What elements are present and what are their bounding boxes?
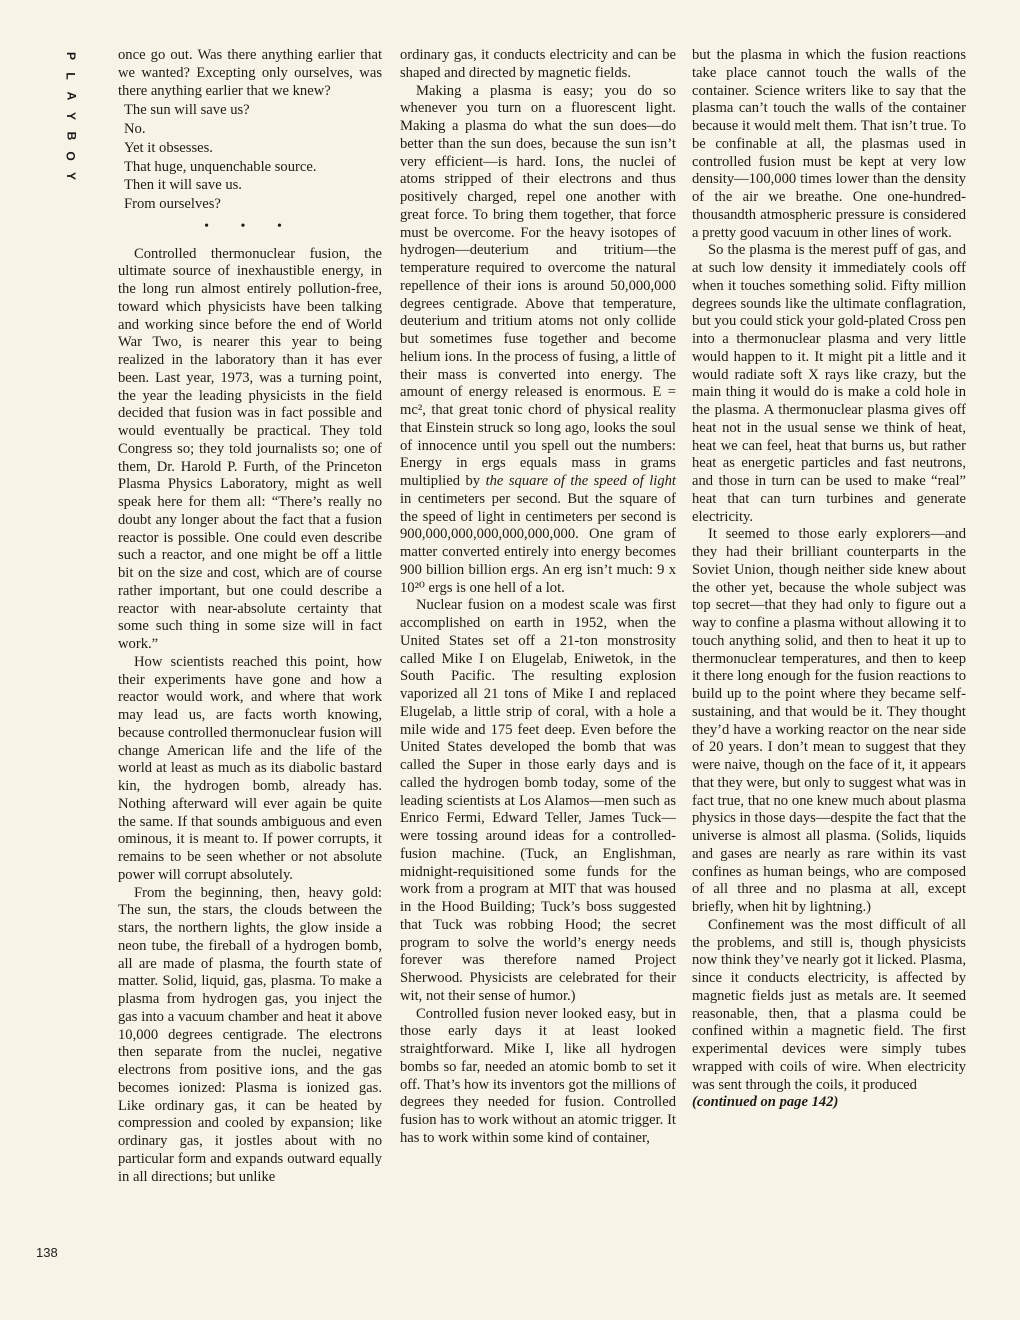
paragraph: but the plasma in which the fusion reactions take place cannot touch the walls of the container. Science writers like to say that the plasma can’t touch the walls of the container because it would melt them. That isn’t true. To be confinable at all, the plasmas used in controlled fusion must be kept at very low density—100,000 times lower than the density of the air we breathe. One one-hundred-thousandth atmospheric pressure is considered a pretty good vacuum in other lines of work. bbox=[692, 47, 966, 241]
masthead-letter: A bbox=[63, 91, 78, 101]
verse-line: Yet it obsesses. bbox=[124, 139, 213, 156]
masthead-letter: B bbox=[63, 131, 78, 141]
paragraph: From the beginning, then, heavy gold: The sun, the stars, the clouds between the stars, the northern lights, the glow inside a neon tube, the fireball of a hydrogen bomb, all are made of plasma, the fourth state of matter. Solid, liquid, gas, plasma. To make a plasma from hydrogen gas, you inject the gas into a vacuum chamber and heat it above 10,000 degrees centigrade. The electrons then separate from the nuclei, negative electrons from positive ions, and the gas becomes ionized: Plasma is ionized gas. Like ordinary gas, it can be heated by compression and cooled by expansion; like ordinary gas, it jostles about with no particular form and expands outward equally in all directions; but unlike bbox=[118, 884, 382, 1185]
masthead-letter: O bbox=[64, 151, 78, 161]
paragraph: Nuclear fusion on a modest scale was first accomplished on earth in 1952, when the United States set off a 21-ton monstrosity called Mike I on Elugelab, Eniwetok, in the South Pacific. The resulting explosion vaporized all 21 tons of Mike I and replaced Elugelab, a little strip of coral, with a hole a mile wide and 175 feet deep. Even before the United States developed the bomb that was called the Super in those early days and is called the hydrogen bomb today, some of the leading scientists at Los Alamos—men such as Enrico Fermi, Edward Teller, James Tuck—were tossing around ideas for a controlled-fusion machine. (Tuck, an Englishman, midnight-requisitioned some funds for the work from a program at MIT that was housed in the Hood Building; Tuck’s boss suggested that Tuck was robbing Hood; the secret program to solve the world’s energy needs forever was therefore named Project Sherwood. Physicists are celebrated for their wit, not their sense of humor.) bbox=[400, 597, 676, 1004]
section-separator: • • • bbox=[204, 218, 296, 234]
verse-line: That huge, unquenchable source. bbox=[124, 158, 317, 175]
column-3 bbox=[692, 47, 966, 1112]
verse-block bbox=[118, 102, 382, 214]
masthead-letter: Y bbox=[63, 171, 78, 181]
masthead-playboy bbox=[58, 46, 84, 186]
verse-line: No. bbox=[124, 121, 146, 137]
verse-line: From ourselves? bbox=[124, 196, 221, 212]
paragraph: once go out. Was there anything earlier that we wanted? Excepting only ourselves, was there anything earlier that we knew? bbox=[118, 47, 382, 99]
masthead-letter: L bbox=[64, 72, 78, 80]
text-run: in centimeters per second. But the square of the speed of light in centimeters per second is 900,000,000,000,000,000,000. One gram of matter converted entirely into energy becomes 900 billion billion ergs. An erg isn’t much: 9 x 10²⁰ ergs is one hell of a lot. bbox=[400, 490, 676, 596]
paragraph: How scientists reached this point, how their experiments have gone and how a reactor would work, and where that work may lead us, are facts worth knowing, because controlled thermonuclear fusion will change American life and the life of the world at least as much as its diabolic bastard kin, the hydrogen bomb, already has. Nothing afterward will ever again be quite the same. If that sounds ambiguous and even ominous, it is meant to. If power corrupts, it remains to be seen whether or not absolute power will corrupt absolutely. bbox=[118, 653, 382, 883]
continued-on-note: (continued on page 142) bbox=[692, 1094, 839, 1111]
verse-line: Then it will save us. bbox=[124, 177, 242, 194]
paragraph: Controlled thermonuclear fusion, the ultimate source of inexhaustible energy, in the long run almost entirely pollution-free, toward which physicists have been talking and working since before the end of World War Two, is nearer this year to being realized in the laboratory than it has ever been. Last year, 1973, was a turning point, the year the leading physicists in the field decided that fusion was in fact possible and would eventually be practical. They told Congress so; they told journalists so; one of them, Dr. Harold P. Furth, of the Princeton Plasma Physics Laboratory, might as well speak here for them all: “There’s really no doubt any longer about the fact that a fusion reactor is possible. One could even describe such a reactor, and one might be off a little bit on the size and cost, which are of course rather important, but one could describe a reactor with near-absolute certainty that some such thing in some size will in fact work.” bbox=[118, 245, 382, 652]
column-1 bbox=[118, 47, 382, 1186]
masthead-letter: P bbox=[63, 51, 78, 61]
paragraph: It seemed to those early explorers—and they had their brilliant counterparts in the Soviet Union, though neither side knew about the other yet, because the whole subject was top secret—that they had only to figure out a way to confine a plasma without allowing it to touch anything solid, and then to heat it up to thermonuclear temperatures, and then to keep it there long enough for the fusion reactions to build up to the point where they became self-sustaining, and that would be it. They thought they’d have a working reactor on the near side of 20 years. I don’t mean to suggest that they were naive, though on the face of it, it appears that they were, but only to suggest what was in fact true, that no one knew much about plasma physics in those days—despite the fact that the universe is almost all plasma. (Solids, liquids and gases are nearly as rare within its vast confines as human beings, who are composed of all three and no plasma at all, except briefly, when hit by lightning.) bbox=[692, 526, 966, 915]
italic-phrase: the square of the speed of light bbox=[485, 473, 676, 489]
page-number: 138 bbox=[36, 1245, 58, 1260]
paragraph: ordinary gas, it conducts electricity and can be shaped and directed by magnetic fields. bbox=[400, 47, 676, 81]
masthead-letter: Y bbox=[63, 111, 78, 121]
paragraph: Controlled fusion never looked easy, but in those early days it at least looked straightforward. Mike I, like all hydrogen bombs so far, needed an atomic bomb to set it off. That’s how its inventors got the millions of degrees they needed for fusion. Controlled fusion has to work without an atomic trigger. It has to work within some kind of container, bbox=[400, 1005, 676, 1146]
paragraph: So the plasma is the merest puff of gas, and at such low density it immediately cools off when it touches something solid. Fifty million degrees sounds like the ultimate conflagration, but you could stick your gold-plated Cross pen into a thermonuclear plasma and very little would happen to it. It might pit a little and it would radiate soft X rays like crazy, but the main thing it would do is make a cold hole in the plasma. A thermonuclear plasma gives off heat not in the usual sense we think of heat, heat we can feel, heat that burns us, but rather heat as energetic particles and fast neutrons, and those in turn can be used to make “real” heat that can turn turbines and generate electricity. bbox=[692, 242, 966, 525]
paragraph bbox=[400, 83, 676, 598]
text-run: Making a plasma is easy; you do so whenever you turn on a fluorescent light. Making a plasma do what the sun does—do better than the sun does, because the sun isn’t very efficient—is hard. Ions, the nuclei of atoms stripped of their electrons and thus positively charged, repel one another with great force. To bring them together, that force must be overcome. For the heavy isotopes of hydrogen—deuterium and tritium—the temperature required to overcome the natural repellence of their ions is around 50,000,000 degrees centigrade. Above that temperature, deuterium and tritium atoms not only collide but sometimes fuse together and become helium ions. In the process of fusing, a little of their mass is converted into energy. The amount of energy released is enormous. E = mc², that great tonic chord of physical reality that Einstein struck so long ago, looks the soul of innocence until you spell out the numbers: Energy in ergs equals mass in grams multiplied by bbox=[400, 82, 676, 489]
verse-line: The sun will save us? bbox=[124, 102, 250, 119]
paragraph: Confinement was the most difficult of all the problems, and still is, though physicists now think they’ve nearly got it licked. Plasma, since it conducts electricity, is affected by magnetic fields just as metals are. It seemed reasonable, then, that a plasma could be confined within a magnetic field. The first experimental devices were simply tubes wrapped with coils of wire. When electricity was sent through the coils, it produced bbox=[692, 916, 966, 1093]
column-2 bbox=[400, 47, 676, 1148]
